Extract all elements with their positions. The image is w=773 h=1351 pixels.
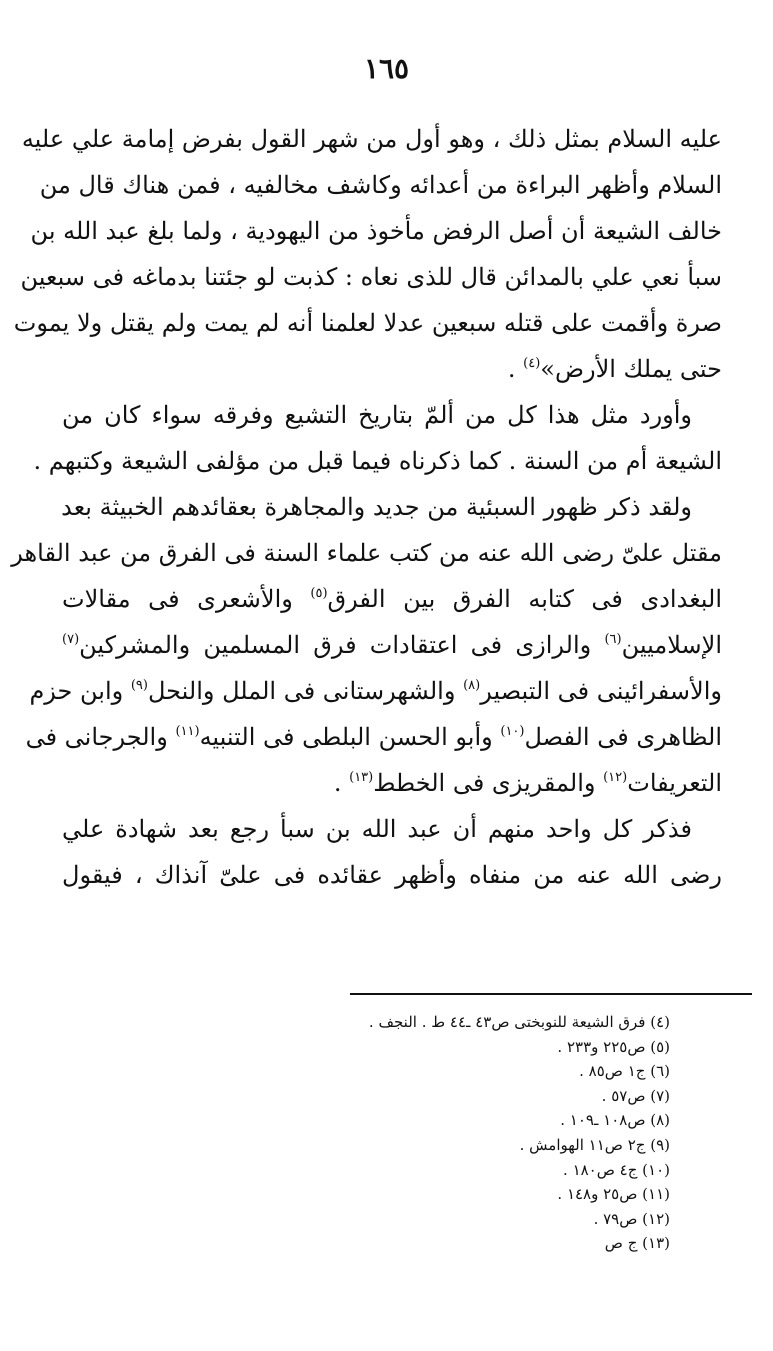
text-line: السلام وأظهر البراءة من أعدائه وكاشف مخالفيه ، فمن هناك قال من	[39, 171, 722, 199]
footnote: (٦) ج١ ص٨٥ .	[579, 1062, 670, 1081]
footnote: (١٣) ج ص	[604, 1234, 670, 1253]
text-line: عليه السلام بمثل ذلك ، وهو أول من شهر القول بفرض إمامة علي عليه	[21, 125, 722, 153]
footnote: (١٠) ج٤ ص١٨٠ .	[563, 1160, 670, 1179]
footnote-ref: (١٢)	[603, 770, 628, 785]
text-line: البغدادى فى كتابه الفرق بين الفرق$^{(٥)}$ والأشعرى فى مقالات	[62, 585, 722, 613]
text-line: سبأ نعي علي بالمدائن قال للذى نعاه : كذبت لو جئتنا بدماغه فى سبعين	[20, 263, 722, 291]
text-line: الظاهرى فى الفصل$^{(١٠)}$ وأبو الحسن البلطى فى التنبيه$^{(١١)}$ والجرجانى فى	[25, 723, 722, 751]
body-text	[11, 116, 722, 898]
page-number: ١٦٥	[363, 52, 410, 85]
footnote-ref: (١٣)	[349, 770, 374, 785]
text-line: رضى الله عنه من منفاه وأظهر عقائده فى علىّ آنذاك ، فيقول	[62, 861, 722, 889]
footnote-ref: (٨)	[463, 678, 481, 693]
text-line: ولقد ذكر ظهور السبئية من جديد والمجاهرة بعقائدهم الخبيثة بعد	[61, 493, 692, 521]
text-line: والأسفرائينى فى التبصير$^{(٨)}$ والشهرستانى فى الملل والنحل$^{(٩)}$ وابن حزم	[29, 677, 722, 705]
footnote: (٥) ص٢٢٥ و٢٣٣ .	[557, 1037, 670, 1056]
footnote: (١٢) ص٧٩ .	[593, 1209, 670, 1228]
text-line: خالف الشيعة أن أصل الرفض مأخوذ من اليهودية ، ولما بلغ عبد الله بن	[30, 217, 722, 245]
footnote: (٩) ج٢ ص١١ الهوامش .	[519, 1135, 670, 1154]
footnote: (٨) ص١٠٨ ـ١٠٩ .	[560, 1111, 670, 1130]
text-line: حتى يملك الأرض»$^{(٤)}$ .	[507, 355, 722, 383]
footnote-ref: (٦)	[604, 632, 622, 647]
footnote-ref: (٩)	[130, 678, 148, 693]
text-line: وأورد مثل هذا كل من ألمّ بتاريخ التشيع وفرقه سواء كان من	[62, 401, 692, 429]
footnote: (١١) ص٢٥ و١٤٨ .	[557, 1185, 670, 1204]
footnote-ref: (٤)	[523, 356, 541, 371]
text-line: فذكر كل واحد منهم أن عبد الله بن سبأ رجع بعد شهادة علي	[62, 815, 692, 843]
footnote: (٧) ص٥٧ .	[601, 1086, 670, 1105]
footnotes	[200, 1010, 670, 1256]
footnote-ref: (١١)	[175, 724, 200, 739]
footnote-ref: (١٠)	[500, 724, 525, 739]
footnote-ref: (٧)	[62, 632, 80, 647]
text-line: صرة وأقمت على قتله سبعين عدلا لعلمنا أنه لم يمت ولم يقتل ولا يموت	[13, 309, 722, 337]
text-line: مقتل علىّ رضى الله عنه من كتب علماء السنة فى الفرق من عبد القاهر	[11, 539, 722, 567]
footnote: (٤) فرق الشيعة للنوبختى ص٤٣ ـ٤٤ ط . النجف .	[368, 1013, 670, 1031]
text-line: التعريفات$^{(١٢)}$ والمقريزى فى الخطط$^{(١٣)}$ .	[333, 769, 722, 797]
text-line: الشيعة أم من السنة . كما ذكرناه فيما قبل من مؤلفى الشيعة وكتبهم .	[33, 447, 722, 475]
footnote-divider	[350, 993, 752, 995]
text-line: الإسلاميين$^{(٦)}$ والرازى فى اعتقادات فرق المسلمين والمشركين$^{(٧)}$	[62, 631, 722, 659]
footnote-ref: (٥)	[310, 586, 328, 601]
